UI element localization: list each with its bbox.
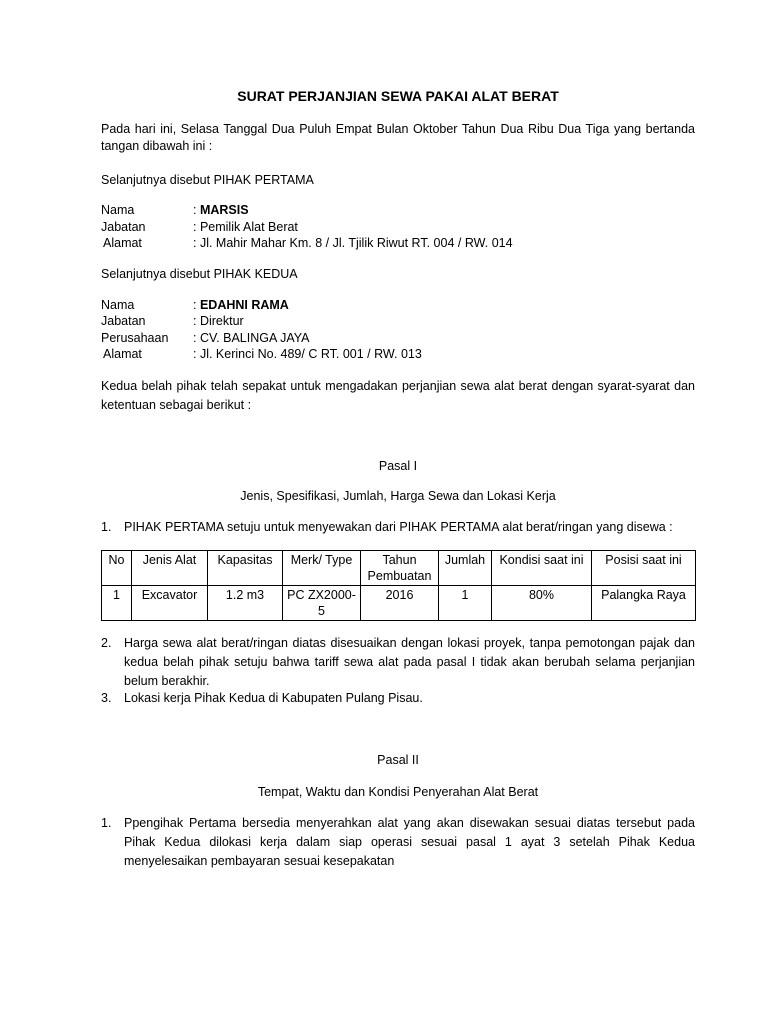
- pasal1-heading: Pasal I: [378, 459, 418, 473]
- item-number: 1.: [101, 520, 112, 534]
- field-value: : Direktur: [193, 314, 244, 328]
- table-header-cell: Tahun Pembuatan: [361, 551, 439, 586]
- party1-name-row: [101, 202, 695, 219]
- table-header-cell: Merk/ Type: [283, 551, 361, 586]
- table-row: [102, 586, 696, 621]
- table-cell: 1.2 m3: [208, 586, 283, 621]
- field-label: Alamat: [103, 236, 142, 250]
- table-header-row: [102, 551, 696, 586]
- item-text: Lokasi kerja Pihak Kedua di Kabupaten Pulang Pisau.: [124, 691, 423, 705]
- party1-heading: Selanjutnya disebut PIHAK PERTAMA: [101, 173, 314, 187]
- pasal2-item-1: [101, 814, 695, 871]
- table-cell: Palangka Raya: [592, 586, 696, 621]
- field-label: Jabatan: [101, 220, 146, 234]
- table-cell: 2016: [361, 586, 439, 621]
- table-header-cell: Kondisi saat ini: [492, 551, 592, 586]
- field-label: Nama: [101, 298, 135, 312]
- table-cell: PC ZX2000-5: [283, 586, 361, 621]
- pasal1-item-2: [101, 634, 695, 691]
- table-cell: 1: [102, 586, 132, 621]
- table-cell: 1: [439, 586, 492, 621]
- equipment-table: [101, 550, 696, 621]
- item-number: 3.: [101, 691, 112, 705]
- field-value: : EDAHNI RAMA: [193, 298, 289, 312]
- field-value: : Pemilik Alat Berat: [193, 220, 298, 234]
- table-header-cell: Posisi saat ini: [592, 551, 696, 586]
- intro-paragraph: Pada hari ini, Selasa Tanggal Dua Puluh Empat Bulan Oktober Tahun Dua Ribu Dua Tiga yang bertanda tangan dibawah ini :: [101, 122, 695, 153]
- field-label: Alamat: [103, 347, 142, 361]
- party2-heading: Selanjutnya disebut PIHAK KEDUA: [101, 267, 298, 281]
- party2-company-row: [101, 330, 695, 347]
- table-header-cell: No: [102, 551, 132, 586]
- table-cell: Excavator: [132, 586, 208, 621]
- party1-position-row: [101, 219, 695, 236]
- field-label: Jabatan: [101, 314, 146, 328]
- field-value: : Jl. Kerinci No. 489/ C RT. 001 / RW. 013: [193, 347, 422, 361]
- item-number: 2.: [101, 636, 112, 650]
- table-header-cell: Jenis Alat: [132, 551, 208, 586]
- party2-name-row: [101, 297, 695, 314]
- party2-position-row: [101, 313, 695, 330]
- pasal1-item-3: [101, 690, 695, 707]
- table-header-cell: Jumlah: [439, 551, 492, 586]
- party1-address-row: [101, 235, 695, 252]
- table-header-cell: Kapasitas: [208, 551, 283, 586]
- item-text: Harga sewa alat berat/ringan diatas disesuaikan dengan lokasi proyek, tanpa pemotongan pajak dan kedua belah pihak setuju bahwa tariff sewa alat pada pasal I tidak akan berubah selama perjanjian belum berakhir.: [124, 636, 695, 688]
- agreement-paragraph: Kedua belah pihak telah sepakat untuk mengadakan perjanjian sewa alat berat dengan syarat-syarat dan ketentuan sebagai berikut :: [101, 379, 695, 412]
- field-value: : MARSIS: [193, 203, 249, 217]
- field-label: Perusahaan: [101, 331, 169, 345]
- item-number: 1.: [101, 816, 112, 830]
- field-value: : Jl. Mahir Mahar Km. 8 / Jl. Tjilik Riwut RT. 004 / RW. 014: [193, 236, 513, 250]
- item-text: Ppengihak Pertama bersedia menyerahkan alat yang akan disewakan sesuai diatas tersebut pada Pihak Kedua dilokasi kerja dalam siap operasi sesuai pasal 1 ayat 3 setelah Pihak Kedua menyelesaikan pembayaran sesuai kesepakatan: [124, 816, 695, 868]
- field-value: : CV. BALINGA JAYA: [193, 331, 310, 345]
- field-label: Nama: [101, 203, 135, 217]
- table-cell: 80%: [492, 586, 592, 621]
- item-text: PIHAK PERTAMA setuju untuk menyewakan dari PIHAK PERTAMA alat berat/ringan yang disewa :: [124, 520, 673, 534]
- pasal1-subheading: Jenis, Spesifikasi, Jumlah, Harga Sewa dan Lokasi Kerja: [240, 489, 556, 503]
- party2-address-row: [101, 346, 695, 363]
- pasal2-heading: Pasal II: [377, 753, 419, 767]
- pasal1-item-1: [101, 519, 695, 536]
- document-title: SURAT PERJANJIAN SEWA PAKAI ALAT BERAT: [237, 88, 559, 104]
- pasal2-subheading: Tempat, Waktu dan Kondisi Penyerahan Alat Berat: [257, 785, 539, 799]
